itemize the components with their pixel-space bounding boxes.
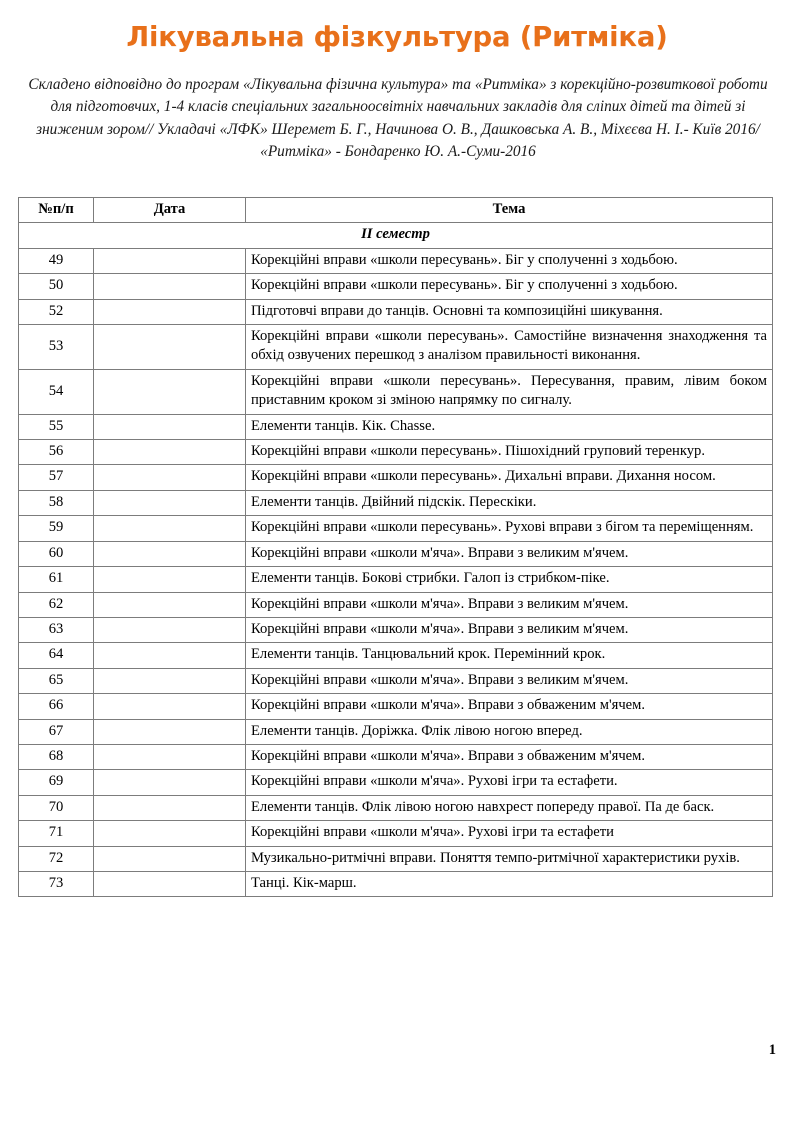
lesson-date-cell[interactable] — [94, 248, 246, 273]
table-row — [19, 795, 773, 820]
lesson-theme-cell: Корекційні вправи «школи м'яча». Вправи з великим м'ячем. — [246, 617, 773, 642]
lesson-number-cell: 63 — [19, 617, 94, 642]
lesson-date-cell[interactable] — [94, 821, 246, 846]
table-row — [19, 846, 773, 871]
lesson-theme-cell: Корекційні вправи «школи м'яча». Рухові ігри та естафети — [246, 821, 773, 846]
lesson-theme-cell: Корекційні вправи «школи м'яча». Вправи з великим м'ячем. — [246, 541, 773, 566]
table-row — [19, 465, 773, 490]
lesson-date-cell[interactable] — [94, 440, 246, 465]
lesson-theme-cell: Корекційні вправи «школи м'яча». Вправи з великим м'ячем. — [246, 668, 773, 693]
table-row — [19, 592, 773, 617]
lesson-date-cell[interactable] — [94, 719, 246, 744]
lesson-number-cell: 67 — [19, 719, 94, 744]
lesson-date-cell[interactable] — [94, 490, 246, 515]
lesson-theme-cell: Підготовчі вправи до танців. Основні та композиційні шикування. — [246, 299, 773, 324]
table-row — [19, 821, 773, 846]
column-header-date: Дата — [94, 198, 246, 223]
lesson-date-cell[interactable] — [94, 770, 246, 795]
lesson-theme-cell: Корекційні вправи «школи пересувань». Самостійне визначення знаходження та обхід озвучених перешкод з аналізом правильності виконання. — [246, 325, 773, 370]
lesson-schedule-table — [18, 197, 773, 897]
lesson-theme-cell: Корекційні вправи «школи м'яча». Вправи з обваженим м'ячем. — [246, 694, 773, 719]
lesson-theme-cell: Корекційні вправи «школи пересувань». Біг у сполученні з ходьбою. — [246, 274, 773, 299]
lesson-theme-cell: Елементи танців. Танцювальний крок. Перемінний крок. — [246, 643, 773, 668]
table-row — [19, 871, 773, 896]
lesson-date-cell[interactable] — [94, 541, 246, 566]
table-row — [19, 668, 773, 693]
table-row — [19, 414, 773, 439]
lesson-number-cell: 52 — [19, 299, 94, 324]
lesson-date-cell[interactable] — [94, 744, 246, 769]
lesson-date-cell[interactable] — [94, 846, 246, 871]
lesson-number-cell: 71 — [19, 821, 94, 846]
table-row — [19, 440, 773, 465]
lesson-number-cell: 55 — [19, 414, 94, 439]
table-header-row — [19, 198, 773, 223]
table-row — [19, 770, 773, 795]
lesson-date-cell[interactable] — [94, 668, 246, 693]
table-body — [19, 223, 773, 897]
lesson-theme-cell: Корекційні вправи «школи пересувань». Біг у сполученні з ходьбою. — [246, 248, 773, 273]
lesson-theme-cell: Корекційні вправи «школи м'яча». Вправи з обваженим м'ячем. — [246, 744, 773, 769]
lesson-date-cell[interactable] — [94, 871, 246, 896]
lesson-theme-cell: Музикально-ритмічні вправи. Поняття темпо-ритмічної характеристики рухів. — [246, 846, 773, 871]
table-header — [19, 198, 773, 223]
table-row — [19, 325, 773, 370]
lesson-theme-cell: Елементи танців. Двійний підскік. Перескіки. — [246, 490, 773, 515]
table-row — [19, 369, 773, 414]
table-row — [19, 490, 773, 515]
document-subtitle: Складено відповідно до програм «Лікувальна фізична культура» та «Ритміка» з корекційно-розвиткової роботи для підготовчих, 1-4 класів спеціальних загальноосвітніх навчальних закладів для сліпих дітей та дітей зі зниженим зором// Укладачі «ЛФК» Шеремет Б. Г., Начинова О. В., Дашковська А. В., Міхєєва Н. І.- Київ 2016/ «Ритміка» - Бондаренко Ю. А.-Суми-2016 — [28, 76, 768, 160]
section-title-row — [19, 223, 773, 248]
lesson-number-cell: 61 — [19, 567, 94, 592]
table-row — [19, 694, 773, 719]
lesson-number-cell: 53 — [19, 325, 94, 370]
lesson-number-cell: 59 — [19, 516, 94, 541]
lesson-date-cell[interactable] — [94, 592, 246, 617]
lesson-date-cell[interactable] — [94, 299, 246, 324]
lesson-number-cell: 58 — [19, 490, 94, 515]
lesson-number-cell: 70 — [19, 795, 94, 820]
lesson-date-cell[interactable] — [94, 465, 246, 490]
table-row — [19, 719, 773, 744]
lesson-theme-cell: Корекційні вправи «школи пересувань». Дихальні вправи. Дихання носом. — [246, 465, 773, 490]
column-header-theme: Тема — [246, 198, 773, 223]
lesson-number-cell: 64 — [19, 643, 94, 668]
lesson-date-cell[interactable] — [94, 617, 246, 642]
lesson-theme-cell: Елементи танців. Флік лівою ногою навхрест попереду правої. Па де баск. — [246, 795, 773, 820]
table-row — [19, 516, 773, 541]
table-row — [19, 274, 773, 299]
lesson-theme-cell: Корекційні вправи «школи м'яча». Вправи з великим м'ячем. — [246, 592, 773, 617]
lesson-theme-cell: Корекційні вправи «школи пересувань». Пересування, правим, лівим боком приставним кроком зі зміною напрямку по сигналу. — [246, 369, 773, 414]
lesson-number-cell: 68 — [19, 744, 94, 769]
lesson-number-cell: 62 — [19, 592, 94, 617]
lesson-number-cell: 72 — [19, 846, 94, 871]
lesson-date-cell[interactable] — [94, 369, 246, 414]
lesson-number-cell: 60 — [19, 541, 94, 566]
lesson-number-cell: 73 — [19, 871, 94, 896]
table-row — [19, 617, 773, 642]
lesson-theme-cell: Елементи танців. Доріжка. Флік лівою ногою вперед. — [246, 719, 773, 744]
table-row — [19, 299, 773, 324]
lesson-date-cell[interactable] — [94, 567, 246, 592]
lesson-date-cell[interactable] — [94, 643, 246, 668]
lesson-number-cell: 54 — [19, 369, 94, 414]
lesson-number-cell: 49 — [19, 248, 94, 273]
lesson-date-cell[interactable] — [94, 516, 246, 541]
table-row — [19, 248, 773, 273]
column-header-number: №п/п — [19, 198, 94, 223]
lesson-date-cell[interactable] — [94, 325, 246, 370]
page-title: Лікувальна фізкультура (Ритміка) — [126, 21, 668, 53]
table-row — [19, 744, 773, 769]
lesson-number-cell: 69 — [19, 770, 94, 795]
lesson-theme-cell: Елементи танців. Бокові стрибки. Галоп із стрибком-піке. — [246, 567, 773, 592]
lesson-number-cell: 50 — [19, 274, 94, 299]
lesson-number-cell: 56 — [19, 440, 94, 465]
lesson-number-cell: 66 — [19, 694, 94, 719]
lesson-number-cell: 57 — [19, 465, 94, 490]
table-row — [19, 643, 773, 668]
lesson-number-cell: 65 — [19, 668, 94, 693]
lesson-theme-cell: Елементи танців. Кік. Chasse. — [246, 414, 773, 439]
lesson-theme-cell: Корекційні вправи «школи м'яча». Рухові ігри та естафети. — [246, 770, 773, 795]
lesson-theme-cell: Танці. Кік-марш. — [246, 871, 773, 896]
section-title-semester: ІІ семестр — [19, 223, 773, 248]
lesson-theme-cell: Корекційні вправи «школи пересувань». Пішохідний груповий теренкур. — [246, 440, 773, 465]
lesson-date-cell[interactable] — [94, 414, 246, 439]
lesson-theme-cell: Корекційні вправи «школи пересувань». Рухові вправи з бігом та переміщенням. — [246, 516, 773, 541]
table-row — [19, 567, 773, 592]
lesson-date-cell[interactable] — [94, 274, 246, 299]
lesson-date-cell[interactable] — [94, 795, 246, 820]
page-number: 1 — [768, 1042, 776, 1058]
lesson-date-cell[interactable] — [94, 694, 246, 719]
table-row — [19, 541, 773, 566]
